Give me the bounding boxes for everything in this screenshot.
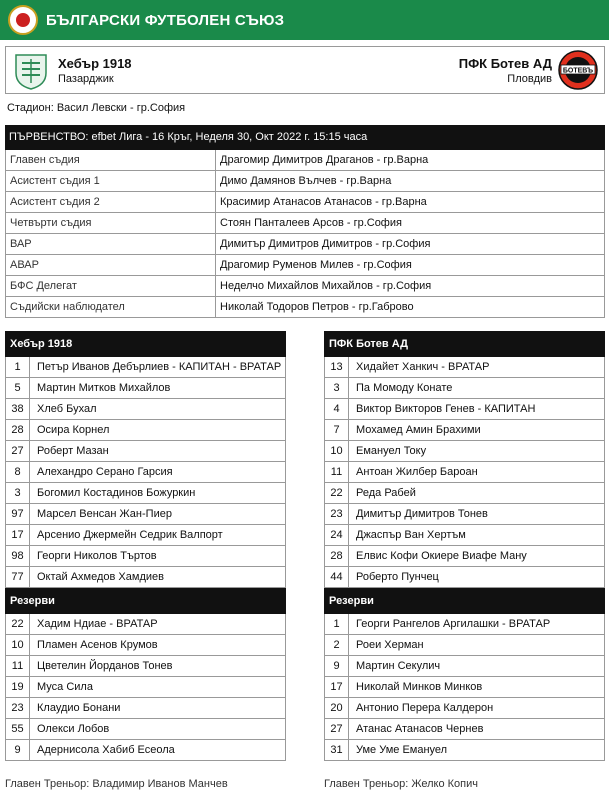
player-row xyxy=(6,614,286,635)
player-row xyxy=(6,504,286,525)
official-role: Четвърти съдия xyxy=(5,213,216,233)
player-name: Георги Николов Търтов xyxy=(30,546,286,566)
player-name: Петър Иванов Дебърлиев - КАПИТАН - ВРАТАР xyxy=(30,357,286,377)
official-row xyxy=(5,213,605,234)
player-number: 44 xyxy=(325,567,349,587)
player-row xyxy=(6,525,286,546)
stadium-info: Стадион: Васил Левски - гр.София xyxy=(7,102,186,114)
player-name: Елвис Кофи Окиере Виафе Ману xyxy=(349,546,605,566)
player-name: Хидайет Ханкич - ВРАТАР xyxy=(349,357,605,377)
player-name: Виктор Викторов Генев - КАПИТАН xyxy=(349,399,605,419)
away-lineup xyxy=(324,331,605,761)
official-role: Асистент съдия 1 xyxy=(5,171,216,191)
home-subs-title: Резерви xyxy=(5,588,286,614)
player-name: Олекси Лобов xyxy=(30,719,286,739)
player-row xyxy=(6,420,286,441)
player-row xyxy=(6,357,286,378)
player-row xyxy=(325,483,605,504)
official-person: Стоян Панталеев Арсов - гр.София xyxy=(216,213,605,233)
player-name: Хадим Ндиае - ВРАТАР xyxy=(30,614,286,634)
player-name: Мартин Митков Михайлов xyxy=(30,378,286,398)
official-person: Димитър Димитров Димитров - гр.София xyxy=(216,234,605,254)
player-name: Джаспър Ван Хертъм xyxy=(349,525,605,545)
away-crest-text: БОТЕВЪ xyxy=(562,67,594,75)
player-name: Антоан Жилбер Бароан xyxy=(349,462,605,482)
page-title: БЪЛГАРСКИ ФУТБОЛЕН СЪЮЗ xyxy=(46,11,285,29)
player-name: Клаудио Бонани xyxy=(30,698,286,718)
official-person: Неделчо Михайлов Михайлов - гр.София xyxy=(216,276,605,296)
player-number: 8 xyxy=(6,462,30,482)
player-row xyxy=(6,399,286,420)
player-number: 22 xyxy=(325,483,349,503)
player-number: 10 xyxy=(325,441,349,461)
header-bar xyxy=(0,0,609,40)
player-number: 3 xyxy=(6,483,30,503)
player-name: Богомил Костадинов Божуркин xyxy=(30,483,286,503)
player-row xyxy=(6,677,286,698)
player-number: 10 xyxy=(6,635,30,655)
player-number: 11 xyxy=(6,656,30,676)
player-name: Муса Сила xyxy=(30,677,286,697)
away-team-city: Пловдив xyxy=(507,73,552,85)
player-row xyxy=(325,399,605,420)
official-role: АВАР xyxy=(5,255,216,275)
home-coach: Главен Треньор: Владимир Иванов Манчев xyxy=(5,778,228,790)
player-name: Октай Ахмедов Хамдиев xyxy=(30,567,286,587)
official-person: Димо Дамянов Вълчев - гр.Варна xyxy=(216,171,605,191)
player-number: 2 xyxy=(325,635,349,655)
player-number: 9 xyxy=(325,656,349,676)
player-number: 1 xyxy=(325,614,349,634)
player-number: 24 xyxy=(325,525,349,545)
player-name: Антонио Перера Калдерон xyxy=(349,698,605,718)
player-name: Роеи Херман xyxy=(349,635,605,655)
player-number: 77 xyxy=(6,567,30,587)
teams-panel xyxy=(5,46,605,94)
player-row xyxy=(325,614,605,635)
player-name: Адернисола Хабиб Есеола xyxy=(30,740,286,760)
officials-table xyxy=(5,125,605,318)
player-number: 4 xyxy=(325,399,349,419)
player-number: 22 xyxy=(6,614,30,634)
player-row xyxy=(325,378,605,399)
player-number: 97 xyxy=(6,504,30,524)
home-team-city: Пазарджик xyxy=(58,73,114,85)
player-name: Арсенио Джермейн Седрик Валпорт xyxy=(30,525,286,545)
official-person: Николай Тодоров Петров - гр.Габрово xyxy=(216,297,605,317)
player-row xyxy=(325,719,605,740)
player-number: 3 xyxy=(325,378,349,398)
bfu-logo-icon xyxy=(8,5,38,35)
player-row xyxy=(6,740,286,761)
home-team-crest-icon xyxy=(12,51,50,91)
official-row xyxy=(5,192,605,213)
player-row xyxy=(325,504,605,525)
home-lineup-title: Хебър 1918 xyxy=(5,331,286,357)
player-number: 17 xyxy=(6,525,30,545)
player-name: Роберто Пунчец xyxy=(349,567,605,587)
player-number: 98 xyxy=(6,546,30,566)
player-row xyxy=(325,420,605,441)
player-name: Николай Минков Минков xyxy=(349,677,605,697)
home-team-name: Хебър 1918 xyxy=(58,56,132,71)
official-person: Драгомир Руменов Милев - гр.София xyxy=(216,255,605,275)
player-number: 27 xyxy=(325,719,349,739)
away-team-name: ПФК Ботев АД xyxy=(458,56,552,71)
player-row xyxy=(6,635,286,656)
player-row xyxy=(6,656,286,677)
player-row xyxy=(325,546,605,567)
player-name: Цветелин Йорданов Тонев xyxy=(30,656,286,676)
player-number: 1 xyxy=(6,357,30,377)
player-row xyxy=(325,357,605,378)
player-name: Алехандро Серано Гарсия xyxy=(30,462,286,482)
official-row xyxy=(5,297,605,318)
away-lineup-title: ПФК Ботев АД xyxy=(324,331,605,357)
player-name: Хлеб Бухал xyxy=(30,399,286,419)
official-row xyxy=(5,276,605,297)
player-row xyxy=(325,698,605,719)
player-row xyxy=(6,378,286,399)
player-number: 5 xyxy=(6,378,30,398)
official-role: Съдийски наблюдател xyxy=(5,297,216,317)
official-row xyxy=(5,150,605,171)
player-number: 7 xyxy=(325,420,349,440)
player-row xyxy=(325,656,605,677)
player-number: 28 xyxy=(325,546,349,566)
player-number: 23 xyxy=(325,504,349,524)
player-number: 20 xyxy=(325,698,349,718)
player-number: 17 xyxy=(325,677,349,697)
player-row xyxy=(6,698,286,719)
player-row xyxy=(6,483,286,504)
player-number: 23 xyxy=(6,698,30,718)
official-person: Драгомир Димитров Драганов - гр.Варна xyxy=(216,150,605,170)
player-name: Марсел Венсан Жан-Пиер xyxy=(30,504,286,524)
player-row xyxy=(325,525,605,546)
player-number: 13 xyxy=(325,357,349,377)
player-row xyxy=(325,567,605,588)
player-number: 11 xyxy=(325,462,349,482)
official-role: Главен съдия xyxy=(5,150,216,170)
official-role: Асистент съдия 2 xyxy=(5,192,216,212)
player-number: 19 xyxy=(6,677,30,697)
player-row xyxy=(6,462,286,483)
player-row xyxy=(325,462,605,483)
match-info: ПЪРВЕНСТВО: efbet Лига - 16 Кръг, Неделя 30, Окт 2022 г. 15:15 часа xyxy=(5,125,605,150)
player-name: Роберт Мазан xyxy=(30,441,286,461)
player-name: Мохамед Амин Брахими xyxy=(349,420,605,440)
official-row xyxy=(5,234,605,255)
player-name: Па Момоду Конате xyxy=(349,378,605,398)
away-team-crest-icon xyxy=(557,49,599,91)
player-name: Уме Уме Емануел xyxy=(349,740,605,760)
away-coach: Главен Треньор: Желко Копич xyxy=(324,778,478,790)
player-name: Георги Рангелов Аргилашки - ВРАТАР xyxy=(349,614,605,634)
player-row xyxy=(325,740,605,761)
official-role: ВАР xyxy=(5,234,216,254)
player-name: Димитър Димитров Тонев xyxy=(349,504,605,524)
player-name: Осира Корнел xyxy=(30,420,286,440)
official-role: БФС Делегат xyxy=(5,276,216,296)
official-row xyxy=(5,171,605,192)
home-lineup xyxy=(5,331,286,761)
player-row xyxy=(6,441,286,462)
player-row xyxy=(325,677,605,698)
away-subs-title: Резерви xyxy=(324,588,605,614)
official-person: Красимир Атанасов Атанасов - гр.Варна xyxy=(216,192,605,212)
player-name: Реда Рабей xyxy=(349,483,605,503)
player-number: 27 xyxy=(6,441,30,461)
player-number: 55 xyxy=(6,719,30,739)
player-number: 38 xyxy=(6,399,30,419)
player-row xyxy=(6,719,286,740)
player-name: Мартин Секулич xyxy=(349,656,605,676)
player-name: Атанас Атанасов Чернев xyxy=(349,719,605,739)
player-row xyxy=(325,635,605,656)
player-name: Емануел Току xyxy=(349,441,605,461)
player-name: Пламен Асенов Крумов xyxy=(30,635,286,655)
player-number: 9 xyxy=(6,740,30,760)
player-number: 31 xyxy=(325,740,349,760)
player-row xyxy=(325,441,605,462)
player-row xyxy=(6,567,286,588)
player-row xyxy=(6,546,286,567)
official-row xyxy=(5,255,605,276)
player-number: 28 xyxy=(6,420,30,440)
